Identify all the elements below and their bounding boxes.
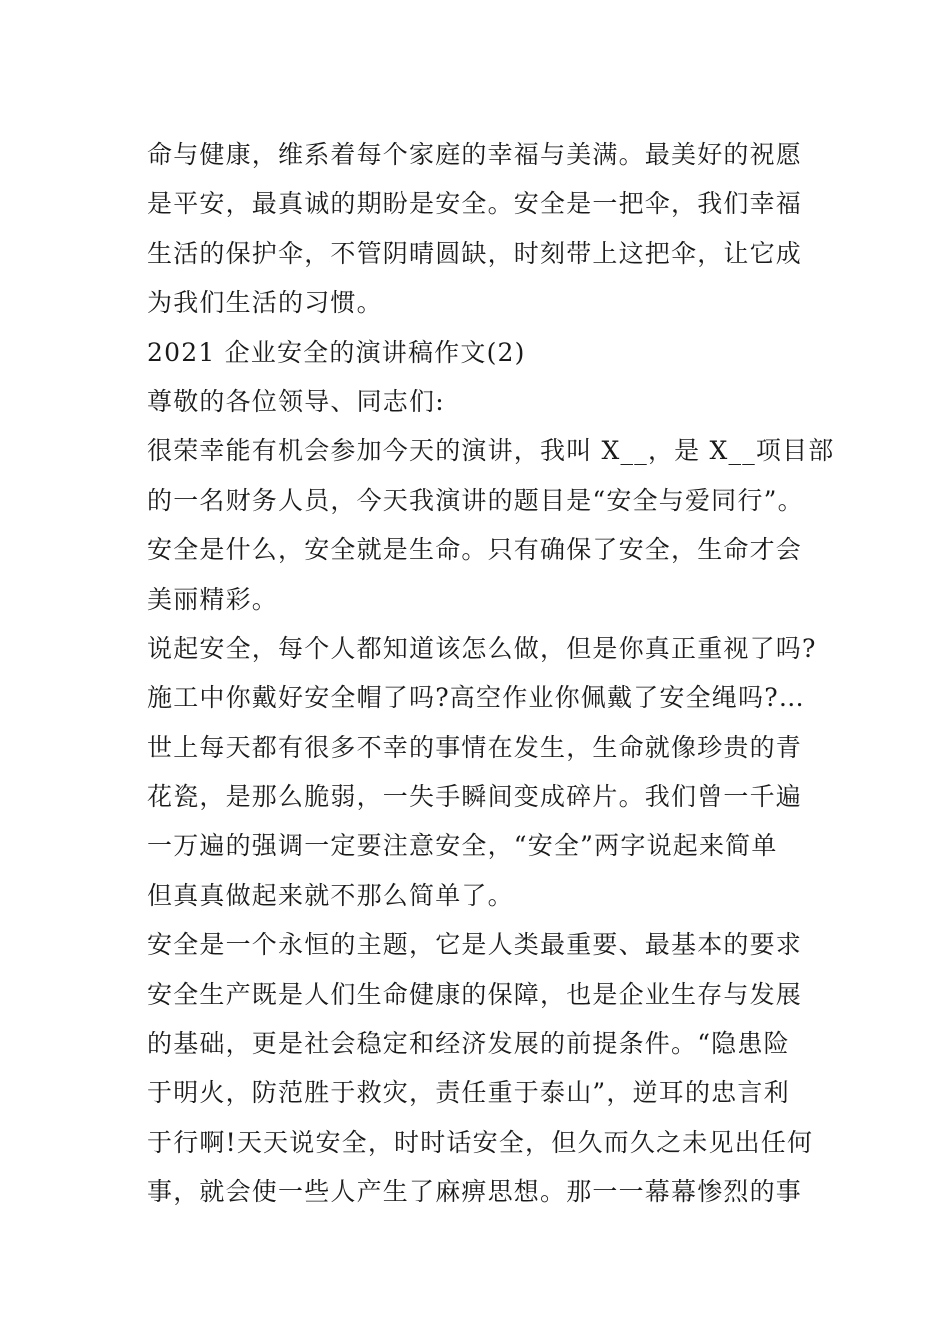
text-line: 安全是什么，安全就是生命。只有确保了安全，生命才会	[147, 535, 803, 565]
text-line: 但真真做起来就不那么简单了。	[147, 880, 514, 910]
text-line: 是平安，最真诚的期盼是安全。安全是一把伞，我们幸福	[147, 189, 803, 219]
text-line: 于明火，防范胜于救灾，责任重于泰山”，逆耳的忠言利	[147, 1078, 790, 1108]
text-line: 说起安全，每个人都知道该怎么做，但是你真正重视了吗?	[147, 633, 817, 663]
section-heading: 2021 企业安全的演讲稿作文(2)	[147, 337, 526, 367]
text-line: 的基础，更是社会稳定和经济发展的前提条件。“隐患险	[147, 1029, 790, 1059]
text-line: 事，就会使一些人产生了麻痹思想。那一一幕幕惨烈的事	[147, 1177, 803, 1207]
text-line: 的一名财务人员，今天我演讲的题目是“安全与爱同行”。	[147, 485, 804, 515]
text-line: 世上每天都有很多不幸的事情在发生，生命就像珍贵的青	[147, 732, 803, 762]
text-line: 为我们生活的习惯。	[147, 288, 383, 318]
text-line: 于行啊!天天说安全，时时话安全，但久而久之未见出任何	[147, 1127, 814, 1157]
text-line: 安全生产既是人们生命健康的保障，也是企业生存与发展	[147, 979, 803, 1009]
document-body	[147, 130, 835, 1217]
salutation: 尊敬的各位领导、同志们:	[147, 386, 445, 416]
text-line: 命与健康，维系着每个家庭的幸福与美满。最美好的祝愿	[147, 140, 803, 169]
text-line: 安全是一个永恒的主题，它是人类最重要、最基本的要求	[147, 930, 803, 960]
text-line: 一万遍的强调一定要注意安全，“安全”两字说起来简单	[147, 831, 778, 861]
text-line: 美丽精彩。	[147, 584, 279, 614]
text-line: 花瓷，是那么脆弱，一失手瞬间变成碎片。我们曾一千遍	[147, 782, 803, 812]
text-line: 生活的保护伞，不管阴晴圆缺，时刻带上这把伞，让它成	[147, 238, 803, 268]
text-line: 很荣幸能有机会参加今天的演讲，我叫 X__，是 X__项目部	[147, 436, 835, 466]
text-line: 施工中你戴好安全帽了吗?高空作业你佩戴了安全绳吗?…	[147, 683, 806, 713]
